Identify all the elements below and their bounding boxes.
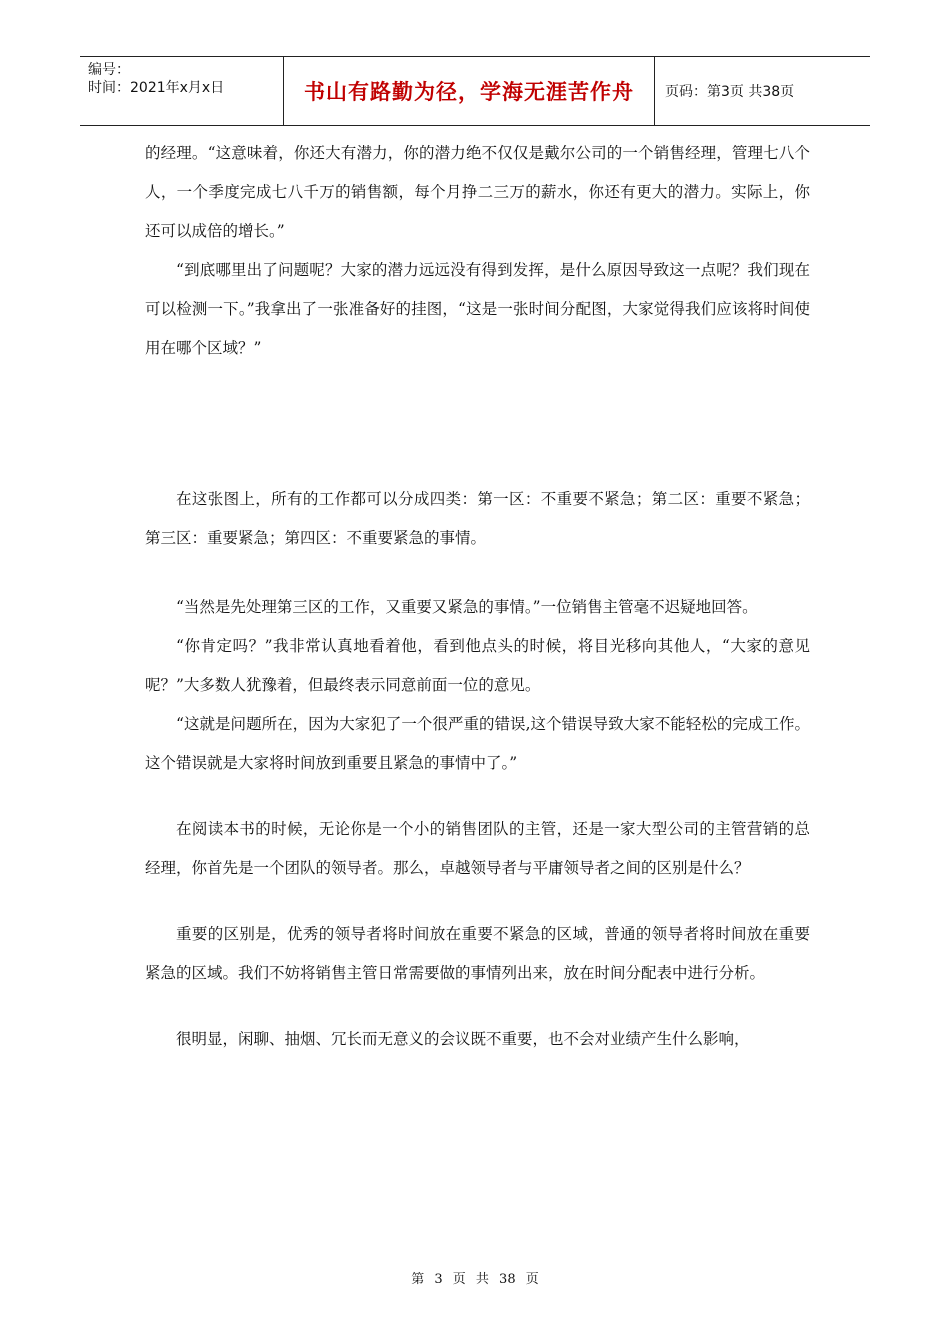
page-footer: 第 3 页 共 38 页 — [411, 1272, 539, 1287]
document-body — [145, 134, 810, 1059]
header-meta — [80, 57, 283, 125]
paragraph-spacer — [145, 888, 810, 915]
paragraph-9: 很明显，闲聊、抽烟、冗长而无意义的会议既不重要，也不会对业绩产生什么影响， — [176, 1030, 750, 1048]
paragraph-spacer — [145, 993, 810, 1020]
paragraph-6: “这就是问题所在，因为大家犯了一个很严重的错误,这个错误导致大家不能轻松的完成工作。这个错误就是大家将时间放到重要且紧急的事情中了。” — [145, 715, 810, 772]
paragraph-1: 的经理。“这意味着，你还大有潜力，你的潜力绝不仅仅是戴尔公司的一个销售经理，管理七八个人，一个季度完成七八千万的销售额，每个月挣二三万的薪水，你还有更大的潜力。实际上，你还可以成倍的增长。” — [145, 144, 810, 240]
paragraph-spacer — [145, 558, 810, 588]
paragraph-4: “当然是先处理第三区的工作，又重要又紧急的事情。”一位销售主管毫不迟疑地回答。 — [176, 598, 758, 616]
figure-placeholder-space — [145, 368, 810, 480]
paragraph-7: 在阅读本书的时候，无论你是一个小的销售团队的主管，还是一家大型公司的主管营销的总经理，你首先是一个团队的领导者。那么，卓越领导者与平庸领导者之间的区别是什么？ — [145, 820, 810, 877]
document-number-label: 编号： — [88, 62, 130, 78]
header-motto: 书山有路勤为径，学海无涯苦作舟 — [283, 57, 655, 125]
paragraph-5: “你肯定吗？”我非常认真地看着他，看到他点头的时候，将目光移向其他人，“大家的意见呢？”大多数人犹豫着，但最终表示同意前面一位的意见。 — [145, 637, 810, 694]
document-date: 时间：2021年x月x日 — [88, 80, 225, 96]
paragraph-3: 在这张图上，所有的工作都可以分成四类：第一区：不重要不紧急；第二区：重要不紧急；第三区：重要紧急；第四区：不重要紧急的事情。 — [145, 490, 810, 547]
header-page-info: 页码：第3页 共38页 — [665, 84, 795, 100]
paragraph-2: “到底哪里出了问题呢？大家的潜力远远没有得到发挥，是什么原因导致这一点呢？我们现在可以检测一下。”我拿出了一张准备好的挂图，“这是一张时间分配图，大家觉得我们应该将时间使用在哪个区域？” — [145, 261, 810, 357]
paragraph-spacer — [145, 783, 810, 810]
paragraph-8: 重要的区别是，优秀的领导者将时间放在重要不紧急的区域，普通的领导者将时间放在重要紧急的区域。我们不妨将销售主管日常需要做的事情列出来，放在时间分配表中进行分析。 — [145, 925, 810, 982]
document-header — [80, 56, 870, 126]
